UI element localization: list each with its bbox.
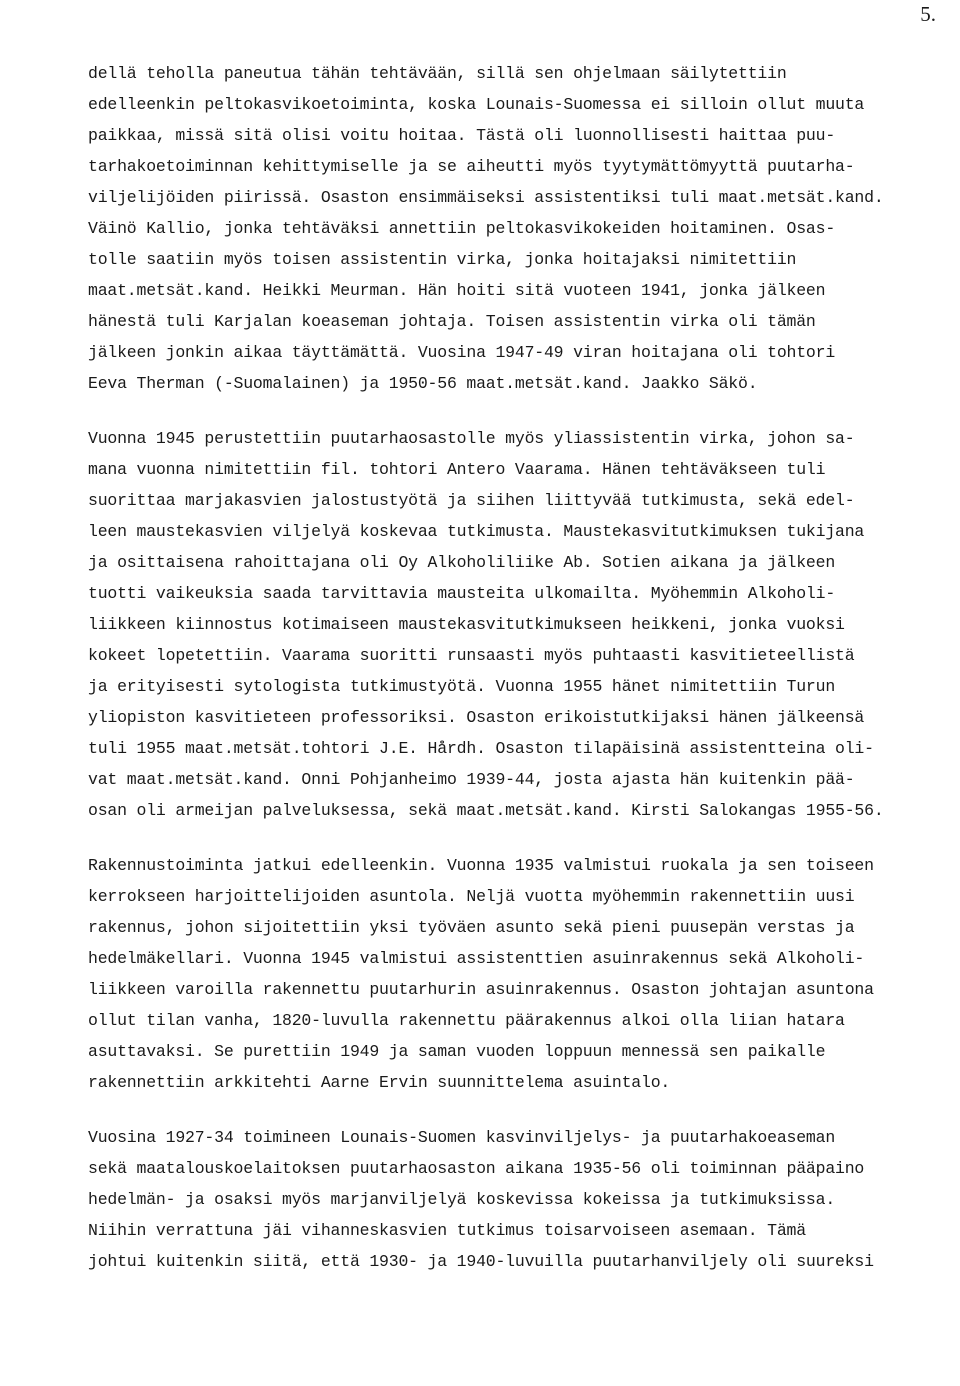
text-line: yliopiston kasvitieteen professoriksi. Osaston erikoistutkijaksi hänen jälkeensä	[88, 708, 865, 727]
text-line: maat.metsät.kand. Heikki Meurman. Hän hoiti sitä vuoteen 1941, jonka jälkeen	[88, 281, 826, 300]
text-line: vat maat.metsät.kand. Onni Pohjanheimo 1939-44, josta ajasta hän kuitenkin pää-	[88, 770, 855, 789]
page-number: 5.	[920, 2, 936, 26]
text-line: Väinö Kallio, jonka tehtäväksi annettiin peltokasvikokeiden hoitaminen. Osas-	[88, 219, 836, 238]
text-line: tuli 1955 maat.metsät.tohtori J.E. Hårdh. Osaston tilapäisinä assistentteina oli-	[88, 739, 874, 758]
text-line: hänestä tuli Karjalan koeaseman johtaja. Toisen assistentin virka oli tämän	[88, 312, 816, 331]
text-line: kerrokseen harjoittelijoiden asuntola. Neljä vuotta myöhemmin rakennettiin uusi	[88, 887, 855, 906]
paragraph-3	[88, 850, 948, 1098]
text-line: tarhakoetoiminnan kehittymiselle ja se aiheutti myös tyytymättömyyttä puutarha-	[88, 157, 855, 176]
text-line: viljelijöiden piirissä. Osaston ensimmäiseksi assistentiksi tuli maat.metsät.kand.	[88, 188, 884, 207]
text-line: ja erityisesti sytologista tutkimustyötä. Vuonna 1955 hänet nimitettiin Turun	[88, 677, 836, 696]
text-line: liikkeen varoilla rakennettu puutarhurin asuinrakennus. Osaston johtajan asuntona	[88, 980, 874, 999]
text-line: tuotti vaikeuksia saada tarvittavia mausteita ulkomailta. Myöhemmin Alkoholi-	[88, 584, 836, 603]
text-line: rakennus, johon sijoitettiin yksi työväen asunto sekä pieni puusepän verstas ja	[88, 918, 855, 937]
text-line: paikkaa, missä sitä olisi voitu hoitaa. Tästä oli luonnollisesti haittaa puu-	[88, 126, 836, 145]
text-line: Eeva Therman (-Suomalainen) ja 1950-56 maat.metsät.kand. Jaakko Säkö.	[88, 374, 758, 393]
text-line: hedelmän- ja osaksi myös marjanviljelyä koskevissa kokeissa ja tutkimuksissa.	[88, 1190, 836, 1209]
paragraph-2	[88, 423, 948, 826]
text-line: rakennettiin arkkitehti Aarne Ervin suunnittelema asuintalo.	[88, 1073, 671, 1092]
text-line: hedelmäkellari. Vuonna 1945 valmistui assistenttien asuinrakennus sekä Alkoholi-	[88, 949, 865, 968]
text-line: Vuosina 1927-34 toimineen Lounais-Suomen kasvinviljelys- ja puutarhakoeaseman	[88, 1128, 836, 1147]
text-line: edelleenkin peltokasvikoetoiminta, koska Lounais-Suomessa ei silloin ollut muuta	[88, 95, 865, 114]
text-line: ja osittaisena rahoittajana oli Oy Alkoholiliike Ab. Sotien aikana ja jälkeen	[88, 553, 836, 572]
document-body	[88, 58, 948, 1301]
text-line: sekä maatalouskoelaitoksen puutarhaosaston aikana 1935-56 oli toiminnan pääpaino	[88, 1159, 865, 1178]
text-line: suorittaa marjakasvien jalostustyötä ja siihen liittyvää tutkimusta, sekä edel-	[88, 491, 855, 510]
text-line: Rakennustoiminta jatkui edelleenkin. Vuonna 1935 valmistui ruokala ja sen toiseen	[88, 856, 874, 875]
text-line: ollut tilan vanha, 1820-luvulla rakennettu päärakennus alkoi olla liian hatara	[88, 1011, 845, 1030]
text-line: tolle saatiin myös toisen assistentin virka, jonka hoitajaksi nimitettiin	[88, 250, 797, 269]
text-line: liikkeen kiinnostus kotimaiseen maustekasvitutkimukseen heikkeni, jonka vuoksi	[88, 615, 845, 634]
paragraph-4	[88, 1122, 948, 1277]
text-line: Vuonna 1945 perustettiin puutarhaosastolle myös yliassistentin virka, johon sa-	[88, 429, 855, 448]
text-line: kokeet lopetettiin. Vaarama suoritti runsaasti myös puhtaasti kasvitieteellistä	[88, 646, 855, 665]
text-line: asuttavaksi. Se purettiin 1949 ja saman vuoden loppuun mennessä sen paikalle	[88, 1042, 826, 1061]
text-line: dellä teholla paneutua tähän tehtävään, sillä sen ohjelmaan säilytettiin	[88, 64, 787, 83]
paragraph-1	[88, 58, 948, 399]
text-line: Niihin verrattuna jäi vihanneskasvien tutkimus toisarvoiseen asemaan. Tämä	[88, 1221, 806, 1240]
text-line: johtui kuitenkin siitä, että 1930- ja 1940-luvuilla puutarhanviljely oli suureksi	[88, 1252, 874, 1271]
text-line: mana vuonna nimitettiin fil. tohtori Antero Vaarama. Hänen tehtäväkseen tuli	[88, 460, 826, 479]
text-line: osan oli armeijan palveluksessa, sekä maat.metsät.kand. Kirsti Salokangas 1955-56.	[88, 801, 884, 820]
text-line: leen maustekasvien viljelyä koskevaa tutkimusta. Maustekasvitutkimuksen tukijana	[88, 522, 865, 541]
text-line: jälkeen jonkin aikaa täyttämättä. Vuosina 1947-49 viran hoitajana oli tohtori	[88, 343, 836, 362]
